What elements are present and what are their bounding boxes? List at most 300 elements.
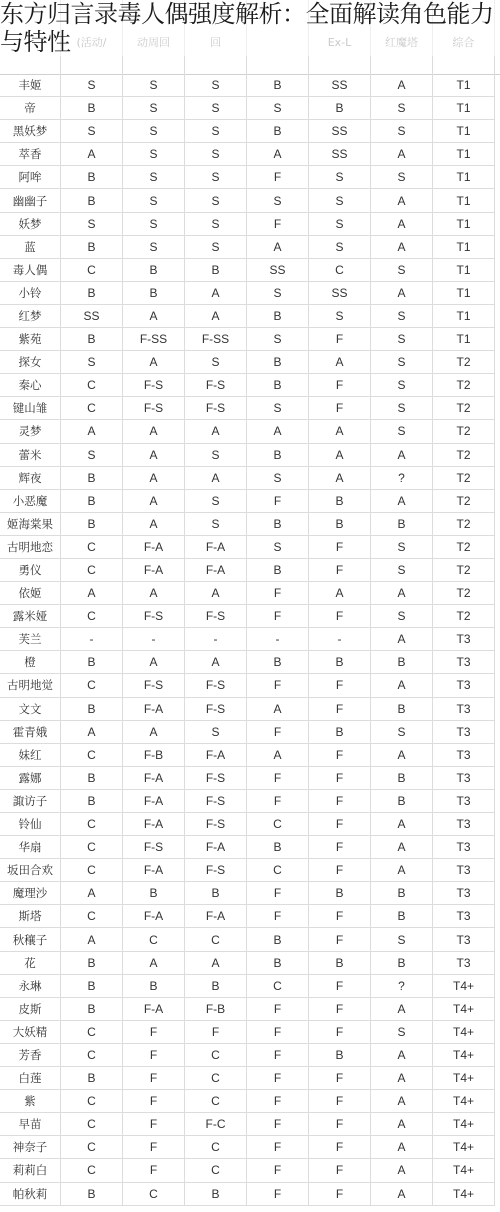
- rating-cell: F: [247, 1021, 309, 1044]
- rating-cell: B: [61, 513, 123, 536]
- rating-cell: C: [247, 859, 309, 882]
- character-name-cell: 秋穰子: [0, 928, 61, 951]
- rating-cell: F-S: [123, 674, 185, 697]
- rating-cell: F-A: [123, 905, 185, 928]
- rating-cell: A: [185, 651, 247, 674]
- rating-cell: F: [309, 836, 371, 859]
- rating-cell: A: [123, 952, 185, 975]
- rating-cell: F: [309, 328, 371, 351]
- rating-cell: S: [371, 374, 433, 397]
- rating-cell: F-S: [123, 374, 185, 397]
- rating-cell: F-A: [185, 536, 247, 559]
- rating-cell: F: [309, 790, 371, 813]
- rating-cell: F: [123, 1136, 185, 1159]
- rating-cell: F: [247, 674, 309, 697]
- rating-cell: S: [371, 305, 433, 328]
- rating-cell: T1: [433, 236, 495, 259]
- rating-cell: B: [247, 120, 309, 143]
- rating-cell: C: [61, 374, 123, 397]
- rating-cell: S: [371, 1021, 433, 1044]
- rating-cell: -: [247, 628, 309, 651]
- rating-cell: B: [185, 975, 247, 998]
- character-name-cell: 姬海棠果: [0, 513, 61, 536]
- rating-cell: F: [309, 767, 371, 790]
- rating-cell: T3: [433, 767, 495, 790]
- rating-cell: T4+: [433, 1159, 495, 1182]
- rating-cell: S: [247, 467, 309, 490]
- rating-cell: C: [247, 813, 309, 836]
- rating-cell: F: [247, 582, 309, 605]
- rating-cell: -: [61, 628, 123, 651]
- character-name-cell: 皮斯: [0, 998, 61, 1021]
- rating-cell: F-S: [123, 397, 185, 420]
- rating-cell: A: [371, 236, 433, 259]
- rating-cell: B: [309, 1044, 371, 1067]
- rating-cell: A: [185, 282, 247, 305]
- rating-cell: A: [309, 582, 371, 605]
- rating-cell: F-S: [185, 674, 247, 697]
- rating-cell: B: [247, 513, 309, 536]
- rating-cell: T2: [433, 467, 495, 490]
- rating-cell: T4+: [433, 1183, 495, 1206]
- rating-cell: F-A: [123, 790, 185, 813]
- rating-cell: B: [247, 305, 309, 328]
- character-name-cell: 古明地恋: [0, 536, 61, 559]
- rating-cell: A: [247, 420, 309, 443]
- rating-cell: B: [61, 998, 123, 1021]
- rating-cell: SS: [309, 143, 371, 166]
- rating-cell: T4+: [433, 1067, 495, 1090]
- rating-cell: B: [371, 882, 433, 905]
- rating-cell: F: [309, 605, 371, 628]
- rating-cell: T4+: [433, 1090, 495, 1113]
- rating-cell: A: [371, 444, 433, 467]
- rating-cell: F: [309, 374, 371, 397]
- rating-cell: A: [123, 444, 185, 467]
- rating-cell: A: [371, 74, 433, 97]
- rating-cell: F: [123, 1113, 185, 1136]
- rating-cell: C: [309, 259, 371, 282]
- character-name-cell: 霍青娥: [0, 721, 61, 744]
- rating-cell: S: [247, 97, 309, 120]
- rating-cell: B: [309, 721, 371, 744]
- rating-cell: C: [61, 605, 123, 628]
- rating-cell: F-A: [123, 767, 185, 790]
- character-name-cell: 丰姬: [0, 74, 61, 97]
- rating-cell: C: [61, 1113, 123, 1136]
- rating-cell: A: [371, 1067, 433, 1090]
- rating-cell: F: [247, 1044, 309, 1067]
- character-name-cell: 芙兰: [0, 628, 61, 651]
- character-name-cell: 永琳: [0, 975, 61, 998]
- rating-cell: SS: [309, 282, 371, 305]
- rating-cell: A: [61, 928, 123, 951]
- rating-cell: T3: [433, 813, 495, 836]
- rating-cell: T2: [433, 513, 495, 536]
- rating-cell: B: [309, 513, 371, 536]
- rating-cell: C: [61, 559, 123, 582]
- character-name-cell: 小恶魔: [0, 490, 61, 513]
- rating-cell: F: [247, 998, 309, 1021]
- rating-cell: B: [61, 1183, 123, 1206]
- rating-cell: A: [371, 674, 433, 697]
- rating-cell: B: [185, 259, 247, 282]
- rating-cell: F: [123, 1090, 185, 1113]
- rating-cell: B: [61, 698, 123, 721]
- rating-cell: T1: [433, 120, 495, 143]
- rating-cell: F: [309, 1113, 371, 1136]
- character-name-cell: 橙: [0, 651, 61, 674]
- character-name-cell: 紫: [0, 1090, 61, 1113]
- rating-cell: S: [61, 444, 123, 467]
- rating-cell: T2: [433, 536, 495, 559]
- rating-cell: S: [185, 97, 247, 120]
- rating-cell: S: [309, 166, 371, 189]
- character-name-cell: 紫苑: [0, 328, 61, 351]
- rating-cell: -: [309, 628, 371, 651]
- rating-cell: F-A: [185, 559, 247, 582]
- rating-cell: B: [61, 236, 123, 259]
- rating-cell: S: [371, 120, 433, 143]
- rating-cell: S: [185, 213, 247, 236]
- rating-cell: T2: [433, 559, 495, 582]
- rating-cell: F: [309, 1090, 371, 1113]
- rating-cell: F-A: [185, 836, 247, 859]
- rating-cell: F-S: [185, 790, 247, 813]
- rating-cell: A: [309, 420, 371, 443]
- rating-cell: C: [123, 928, 185, 951]
- rating-cell: F: [309, 813, 371, 836]
- rating-cell: T2: [433, 490, 495, 513]
- rating-cell: F: [247, 490, 309, 513]
- rating-cell: F: [247, 882, 309, 905]
- rating-cell: T1: [433, 189, 495, 212]
- rating-cell: T3: [433, 744, 495, 767]
- rating-cell: B: [247, 74, 309, 97]
- rating-cell: A: [371, 1136, 433, 1159]
- rating-cell: C: [185, 1090, 247, 1113]
- character-name-cell: 神奈子: [0, 1136, 61, 1159]
- character-name-cell: 露娜: [0, 767, 61, 790]
- character-name-cell: 諏访子: [0, 790, 61, 813]
- rating-cell: -: [185, 628, 247, 651]
- rating-cell: F-B: [123, 744, 185, 767]
- rating-cell: A: [123, 490, 185, 513]
- rating-cell: B: [371, 767, 433, 790]
- rating-cell: A: [371, 213, 433, 236]
- rating-cell: B: [61, 952, 123, 975]
- rating-cell: B: [61, 189, 123, 212]
- rating-cell: B: [123, 882, 185, 905]
- rating-cell: C: [61, 397, 123, 420]
- rating-cell: T1: [433, 259, 495, 282]
- rating-cell: B: [309, 882, 371, 905]
- rating-cell: T2: [433, 351, 495, 374]
- rating-cell: T1: [433, 328, 495, 351]
- rating-cell: T3: [433, 628, 495, 651]
- rating-cell: S: [123, 236, 185, 259]
- rating-cell: F: [247, 1159, 309, 1182]
- rating-cell: T3: [433, 859, 495, 882]
- rating-cell: B: [371, 952, 433, 975]
- rating-cell: S: [247, 282, 309, 305]
- rating-cell: B: [371, 513, 433, 536]
- character-name-cell: 斯塔: [0, 905, 61, 928]
- rating-cell: T1: [433, 166, 495, 189]
- rating-cell: B: [309, 490, 371, 513]
- rating-cell: SS: [247, 259, 309, 282]
- rating-cell: B: [247, 351, 309, 374]
- rating-cell: T3: [433, 905, 495, 928]
- rating-cell: B: [371, 698, 433, 721]
- rating-cell: F: [123, 1044, 185, 1067]
- rating-cell: B: [247, 374, 309, 397]
- rating-cell: T2: [433, 605, 495, 628]
- character-name-cell: 秦心: [0, 374, 61, 397]
- rating-cell: A: [61, 721, 123, 744]
- rating-cell: A: [185, 582, 247, 605]
- character-name-cell: 妖梦: [0, 213, 61, 236]
- rating-cell: B: [185, 882, 247, 905]
- character-name-cell: 辉夜: [0, 467, 61, 490]
- rating-cell: F: [309, 1183, 371, 1206]
- rating-cell: T2: [433, 444, 495, 467]
- rating-cell: C: [61, 536, 123, 559]
- rating-cell: C: [61, 859, 123, 882]
- rating-cell: T3: [433, 882, 495, 905]
- rating-cell: F: [247, 1090, 309, 1113]
- rating-cell: A: [309, 444, 371, 467]
- rating-cell: C: [61, 1136, 123, 1159]
- rating-cell: S: [309, 189, 371, 212]
- character-name-cell: 幽幽子: [0, 189, 61, 212]
- character-name-cell: 华扇: [0, 836, 61, 859]
- rating-cell: A: [123, 513, 185, 536]
- character-name-cell: 蓝: [0, 236, 61, 259]
- rating-cell: B: [61, 467, 123, 490]
- rating-cell: B: [247, 952, 309, 975]
- rating-cell: C: [61, 813, 123, 836]
- rating-cell: T2: [433, 420, 495, 443]
- rating-cell: S: [185, 721, 247, 744]
- rating-cell: C: [61, 836, 123, 859]
- character-name-cell: 古明地觉: [0, 674, 61, 697]
- rating-cell: T1: [433, 282, 495, 305]
- rating-cell: A: [123, 351, 185, 374]
- rating-cell: S: [247, 189, 309, 212]
- rating-cell: B: [61, 282, 123, 305]
- rating-cell: F-S: [123, 605, 185, 628]
- rating-cell: B: [61, 166, 123, 189]
- rating-cell: S: [123, 189, 185, 212]
- rating-cell: B: [247, 836, 309, 859]
- rating-cell: F-S: [123, 836, 185, 859]
- character-name-cell: 小铃: [0, 282, 61, 305]
- rating-cell: F-A: [123, 813, 185, 836]
- rating-cell: T3: [433, 651, 495, 674]
- rating-cell: SS: [309, 120, 371, 143]
- rating-cell: F-A: [185, 744, 247, 767]
- rating-cell: S: [309, 236, 371, 259]
- rating-cell: A: [61, 582, 123, 605]
- character-name-cell: 铃仙: [0, 813, 61, 836]
- rating-cell: C: [185, 1136, 247, 1159]
- rating-cell: S: [61, 74, 123, 97]
- rating-cell: F: [309, 536, 371, 559]
- character-name-cell: 早苗: [0, 1113, 61, 1136]
- page-title: 东方归言录毒人偶强度解析：全面解读角色能力与特性: [0, 0, 500, 56]
- rating-cell: T3: [433, 698, 495, 721]
- rating-cell: F: [309, 674, 371, 697]
- rating-cell: A: [123, 582, 185, 605]
- rating-cell: S: [371, 559, 433, 582]
- rating-cell: S: [123, 143, 185, 166]
- rating-cell: A: [371, 189, 433, 212]
- rating-cell: F: [309, 905, 371, 928]
- rating-cell: F: [247, 1113, 309, 1136]
- rating-cell: F: [185, 1021, 247, 1044]
- rating-cell: A: [61, 420, 123, 443]
- rating-cell: T1: [433, 97, 495, 120]
- rating-cell: S: [123, 74, 185, 97]
- rating-cell: C: [247, 975, 309, 998]
- rating-cell: F-A: [123, 998, 185, 1021]
- rating-cell: S: [185, 490, 247, 513]
- rating-cell: B: [61, 328, 123, 351]
- character-name-cell: 萃香: [0, 143, 61, 166]
- rating-cell: B: [247, 928, 309, 951]
- rating-cell: S: [185, 74, 247, 97]
- rating-cell: A: [371, 1044, 433, 1067]
- rating-cell: F: [247, 721, 309, 744]
- rating-cell: B: [61, 975, 123, 998]
- rating-cell: F: [309, 698, 371, 721]
- rating-cell: T3: [433, 721, 495, 744]
- character-name-cell: 阿哞: [0, 166, 61, 189]
- rating-cell: F: [309, 975, 371, 998]
- rating-cell: A: [371, 143, 433, 166]
- rating-cell: S: [371, 351, 433, 374]
- rating-cell: S: [61, 351, 123, 374]
- character-name-cell: 莉莉白: [0, 1159, 61, 1182]
- rating-cell: F-A: [123, 536, 185, 559]
- rating-cell: C: [61, 1021, 123, 1044]
- rating-cell: C: [61, 259, 123, 282]
- rating-cell: A: [247, 143, 309, 166]
- rating-cell: A: [371, 490, 433, 513]
- character-name-cell: 大妖精: [0, 1021, 61, 1044]
- character-name-cell: 探女: [0, 351, 61, 374]
- rating-cell: C: [185, 1044, 247, 1067]
- rating-cell: -: [123, 628, 185, 651]
- rating-cell: A: [371, 1090, 433, 1113]
- rating-cell: B: [61, 790, 123, 813]
- rating-cell: A: [247, 698, 309, 721]
- rating-cell: S: [123, 97, 185, 120]
- rating-cell: F-SS: [185, 328, 247, 351]
- rating-cell: S: [123, 213, 185, 236]
- rating-cell: A: [371, 1113, 433, 1136]
- rating-cell: A: [247, 236, 309, 259]
- rating-cell: T1: [433, 305, 495, 328]
- rating-cell: T4+: [433, 1113, 495, 1136]
- rating-cell: T3: [433, 928, 495, 951]
- rating-cell: T4+: [433, 1044, 495, 1067]
- rating-cell: ?: [371, 975, 433, 998]
- rating-cell: B: [61, 767, 123, 790]
- rating-cell: F: [309, 1021, 371, 1044]
- rating-cell: F-B: [185, 998, 247, 1021]
- rating-cell: A: [371, 998, 433, 1021]
- rating-cell: A: [123, 420, 185, 443]
- rating-cell: F: [309, 998, 371, 1021]
- character-name-cell: 依姬: [0, 582, 61, 605]
- rating-cell: F: [247, 605, 309, 628]
- rating-cell: A: [185, 305, 247, 328]
- rating-cell: T1: [433, 74, 495, 97]
- rating-cell: B: [123, 282, 185, 305]
- rating-cell: C: [61, 905, 123, 928]
- rating-cell: A: [61, 143, 123, 166]
- character-name-cell: 键山雏: [0, 397, 61, 420]
- rating-cell: T4+: [433, 998, 495, 1021]
- rating-cell: B: [371, 651, 433, 674]
- rating-cell: B: [61, 1067, 123, 1090]
- rating-cell: S: [371, 397, 433, 420]
- rating-cell: SS: [61, 305, 123, 328]
- rating-cell: F: [309, 559, 371, 582]
- rating-cell: T3: [433, 790, 495, 813]
- character-name-cell: 坂田合欢: [0, 859, 61, 882]
- rating-cell: F: [247, 166, 309, 189]
- rating-cell: F-A: [123, 859, 185, 882]
- rating-cell: S: [247, 397, 309, 420]
- rating-cell: F-C: [185, 1113, 247, 1136]
- rating-cell: F: [247, 213, 309, 236]
- rating-cell: S: [371, 536, 433, 559]
- rating-cell: A: [185, 467, 247, 490]
- rating-cell: S: [185, 143, 247, 166]
- rating-cell: S: [371, 420, 433, 443]
- rating-cell: F: [247, 1067, 309, 1090]
- character-name-cell: 白莲: [0, 1067, 61, 1090]
- rating-cell: S: [371, 97, 433, 120]
- rating-cell: A: [371, 628, 433, 651]
- rating-cell: F-S: [185, 374, 247, 397]
- character-name-cell: 魔理沙: [0, 882, 61, 905]
- rating-cell: B: [61, 490, 123, 513]
- rating-cell: S: [309, 305, 371, 328]
- rating-cell: F-A: [123, 698, 185, 721]
- rating-cell: A: [123, 721, 185, 744]
- rating-cell: T3: [433, 836, 495, 859]
- rating-cell: T2: [433, 582, 495, 605]
- rating-cell: F: [247, 1183, 309, 1206]
- rating-cell: F: [309, 1136, 371, 1159]
- rating-cell: A: [61, 882, 123, 905]
- rating-cell: S: [371, 721, 433, 744]
- rating-cell: F: [247, 790, 309, 813]
- rating-cell: T4+: [433, 1136, 495, 1159]
- rating-cell: S: [185, 189, 247, 212]
- rating-cell: C: [185, 928, 247, 951]
- rating-cell: F-S: [185, 767, 247, 790]
- rating-cell: B: [309, 97, 371, 120]
- rating-cell: S: [371, 605, 433, 628]
- character-name-cell: 蕾米: [0, 444, 61, 467]
- rating-cell: S: [185, 444, 247, 467]
- rating-cell: C: [61, 1044, 123, 1067]
